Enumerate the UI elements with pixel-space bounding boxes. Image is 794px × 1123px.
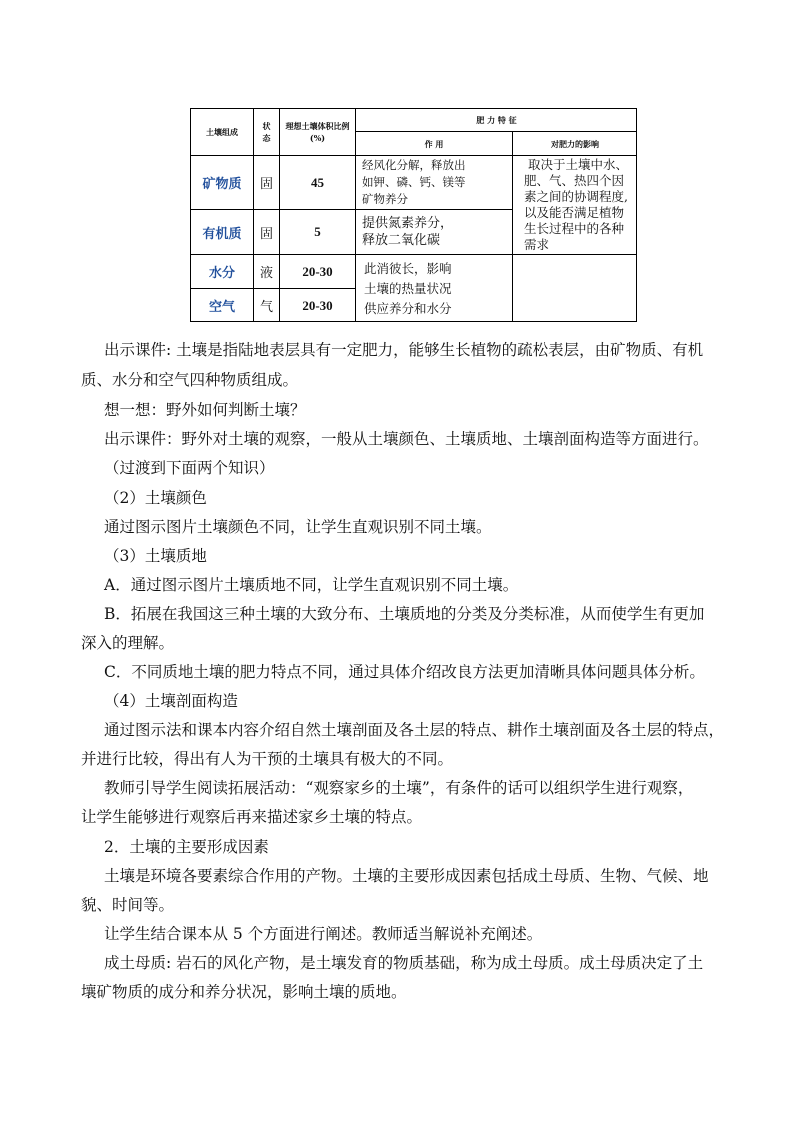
header-function: 作 用 [356,132,513,156]
paragraph-line: 质、水分和空气四种物质组成。 [81,371,299,389]
row-effect [356,156,513,210]
row-effect [356,255,513,322]
row-state: 液 [254,255,280,289]
row-name: 有机质 [191,210,254,255]
paragraph-line: C．不同质地土壤的肥力特点不同，通过具体介绍改良方法更加清晰具体问题具体分析。 [104,663,705,681]
influence-line: 素之间的协调程度, [523,189,628,204]
effect-line: 提供氮素养分， [362,216,454,231]
paragraph-line: 出示课件：野外对土壤的观察，一般从土壤颜色、土壤质地、土壤剖面构造等方面进行。 [104,430,709,448]
paragraph-line: 通过图示图片土壤颜色不同，让学生直观识别不同土壤。 [104,518,492,536]
row-name: 矿物质 [191,156,254,210]
soil-composition-table [190,108,637,322]
influence-cell [513,156,637,255]
section-heading: （4）土壤剖面构造 [104,692,238,710]
paragraph-line: 并进行比较，得出有人为干预的土壤具有极大的不同。 [81,750,454,768]
empty-cell [513,255,637,322]
header-fertility: 肥 力 特 征 [356,109,637,132]
paragraph-line: 通过图示法和课本内容介绍自然土壤剖面及各土层的特点、耕作土壤剖面及各土层的特点， [104,721,725,739]
influence-line: 肥、气、热四个因 [523,173,624,188]
section-heading: 2．土壤的主要形成因素 [104,838,269,856]
header-influence: 对肥力的影响 [513,132,637,156]
row-name: 空气 [191,289,254,322]
influence-line: 取决于土壤中水、 [527,157,628,172]
paragraph-line: B．拓展在我国这三种土壤的大致分布、土壤质地的分类及分类标准，从而使学生有更加 [104,605,705,623]
row-state: 固 [254,210,280,255]
row-ratio: 45 [280,156,356,210]
paragraph-line: 出示课件: 土壤是指陆地表层具有一定肥力，能够生长植物的疏松表层，由矿物质、有机 [104,341,704,359]
effect-line: 释放二氧化碳 [362,233,441,248]
row-ratio: 20-30 [280,289,356,322]
effect-line: 供应养分和水分 [364,300,452,316]
row-ratio: 5 [280,210,356,255]
section-heading: （3）土壤质地 [104,547,207,565]
paragraph-line: （过渡到下面两个知识） [104,459,275,477]
row-state: 气 [254,289,280,322]
influence-line: 以及能否满足植物 [523,205,624,220]
paragraph-line: 想一想：野外如何判断土壤？ [104,401,306,419]
paragraph-line: 壤矿物质的成分和养分状况，影响土壤的质地。 [81,983,407,1001]
effect-line: 如钾、磷、钙、镁等 [362,175,466,189]
section-heading: （2）土壤颜色 [104,489,207,507]
paragraph-line: 让学生结合课本从 5 个方面进行阐述。教师适当解说补充阐述。 [104,925,543,943]
effect-line: 土壤的热量状况 [364,280,452,296]
influence-line: 生长过程中的各种 [523,221,624,236]
paragraph-line: 教师引导学生阅读拓展活动：“观察家乡的土壤”，有条件的话可以组织学生进行观察， [104,779,694,797]
row-name: 水分 [191,255,254,289]
paragraph-line: 土壤是环境各要素综合作用的产物。土壤的主要形成因素包括成土母质、生物、气候、地 [104,867,709,885]
header-state: 状 态 [254,109,280,156]
paragraph-line: 让学生能够进行观察后再来描述家乡土壤的特点。 [81,808,423,826]
header-ratio: 理想土壤体积比例 (%) [280,109,356,156]
row-effect [356,210,513,255]
paragraph-line: A．通过图示图片土壤质地不同，让学生直观识别不同土壤。 [104,576,519,594]
effect-line: 经风化分解，释放出 [362,158,466,172]
header-composition: 土壤组成 [191,109,254,156]
row-state: 固 [254,156,280,210]
influence-line: 需求 [523,237,549,252]
effect-line: 矿物养分 [362,192,408,206]
paragraph-line: 成土母质: 岩石的风化产物，是土壤发育的物质基础，称为成土母质。成土母质决定了土 [104,954,704,972]
effect-line: 此消彼长，影响 [364,260,452,276]
paragraph-line: 貌、时间等。 [81,896,175,914]
row-ratio: 20-30 [280,255,356,289]
paragraph-line: 深入的理解。 [81,634,175,652]
